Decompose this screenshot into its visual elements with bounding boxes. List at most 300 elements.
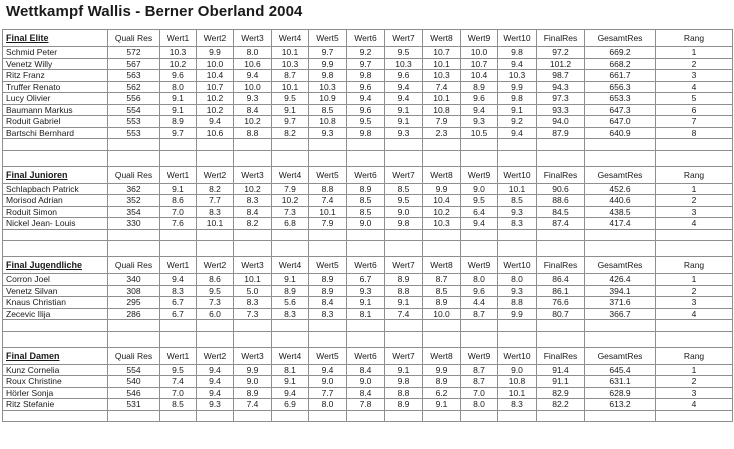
score-cell: 631.1: [585, 376, 656, 388]
score-cell: 7.4: [423, 81, 461, 93]
score-cell: 4: [656, 308, 733, 320]
empty-cell: [108, 229, 160, 241]
score-cell: 9.9: [234, 364, 272, 376]
score-cell: 6.7: [347, 274, 385, 286]
score-cell: 8.0: [461, 274, 498, 286]
score-cell: 10.7: [197, 81, 234, 93]
column-header: GesamtRes: [585, 257, 656, 274]
score-cell: 394.1: [585, 285, 656, 297]
score-cell: 8.3: [309, 308, 347, 320]
score-cell: 9.6: [385, 70, 423, 82]
column-header: Wert6: [347, 166, 385, 183]
empty-cell: [160, 320, 197, 332]
score-cell: 295: [108, 297, 160, 309]
score-cell: 371.6: [585, 297, 656, 309]
table-row: [3, 387, 733, 399]
column-header: Wert1: [160, 347, 197, 364]
empty-cell: [498, 150, 537, 166]
score-cell: 6.8: [272, 218, 309, 230]
score-cell: 8.5: [423, 285, 461, 297]
score-cell: 426.4: [585, 274, 656, 286]
empty-cell: [537, 150, 585, 166]
score-cell: 9.3: [498, 285, 537, 297]
table-row: [3, 285, 733, 297]
athlete-name: Baumann Markus: [3, 104, 108, 116]
table-row: [3, 274, 733, 286]
table-row: [3, 47, 733, 59]
score-cell: 3: [656, 387, 733, 399]
score-cell: 10.3: [272, 58, 309, 70]
score-cell: 9.7: [160, 127, 197, 139]
score-cell: 661.7: [585, 70, 656, 82]
score-cell: 7: [656, 116, 733, 128]
empty-cell: [537, 410, 585, 422]
score-cell: 647.0: [585, 116, 656, 128]
score-cell: 8.5: [347, 195, 385, 207]
column-header: FinalRes: [537, 347, 585, 364]
score-cell: 9.4: [498, 127, 537, 139]
section-spacer: [3, 241, 733, 257]
score-cell: 9.5: [461, 195, 498, 207]
column-header: Rang: [656, 347, 733, 364]
column-header: Wert2: [197, 257, 234, 274]
score-cell: 8.3: [272, 308, 309, 320]
score-cell: 10.1: [234, 274, 272, 286]
score-cell: 8.8: [385, 387, 423, 399]
score-cell: 8.5: [385, 183, 423, 195]
score-cell: 7.9: [423, 116, 461, 128]
score-cell: 10.2: [234, 183, 272, 195]
score-cell: 10.3: [385, 58, 423, 70]
score-cell: 531: [108, 399, 160, 411]
athlete-name: Bartschi Bernhard: [3, 127, 108, 139]
score-cell: 10.7: [423, 47, 461, 59]
athlete-name: Schlapbach Patrick: [3, 183, 108, 195]
score-cell: 452.6: [585, 183, 656, 195]
score-cell: 8.9: [385, 274, 423, 286]
score-cell: 8.0: [160, 81, 197, 93]
column-header: Wert3: [234, 166, 272, 183]
score-cell: 9.5: [197, 285, 234, 297]
empty-cell: [234, 320, 272, 332]
empty-cell: [537, 320, 585, 332]
table-row: [3, 116, 733, 128]
empty-cell: [272, 331, 309, 347]
table-row: [3, 297, 733, 309]
empty-cell: [272, 139, 309, 151]
score-cell: 5.6: [272, 297, 309, 309]
athlete-name: Corron Joel: [3, 274, 108, 286]
score-cell: 10.3: [423, 218, 461, 230]
column-header: Quali Res: [108, 30, 160, 47]
empty-cell: [197, 320, 234, 332]
score-cell: 10.1: [309, 206, 347, 218]
score-cell: 9.4: [197, 116, 234, 128]
blank-row: [3, 320, 733, 332]
score-cell: 9.0: [347, 218, 385, 230]
score-cell: 9.4: [160, 274, 197, 286]
score-cell: 10.0: [461, 47, 498, 59]
empty-cell: [385, 229, 423, 241]
empty-cell: [585, 331, 656, 347]
athlete-name: Roux Christine: [3, 376, 108, 388]
score-cell: 10.4: [197, 70, 234, 82]
athlete-name: Venetz Silvan: [3, 285, 108, 297]
score-cell: 10.4: [423, 195, 461, 207]
score-cell: 8.8: [385, 285, 423, 297]
score-cell: 91.4: [537, 364, 585, 376]
empty-cell: [461, 410, 498, 422]
score-cell: 9.1: [160, 183, 197, 195]
column-header: Wert4: [272, 257, 309, 274]
score-cell: 10.9: [309, 93, 347, 105]
score-cell: 2.3: [423, 127, 461, 139]
score-cell: 97.2: [537, 47, 585, 59]
score-cell: 94.0: [537, 116, 585, 128]
section-spacer: [3, 150, 733, 166]
score-cell: 8.5: [498, 195, 537, 207]
score-cell: 7.0: [160, 206, 197, 218]
score-cell: 9.3: [461, 116, 498, 128]
page-title: Wettkampf Wallis - Berner Oberland 2004: [6, 3, 303, 20]
empty-cell: [656, 229, 733, 241]
score-cell: 8.8: [498, 297, 537, 309]
column-header: Wert10: [498, 257, 537, 274]
score-cell: 94.3: [537, 81, 585, 93]
score-cell: 97.3: [537, 93, 585, 105]
score-cell: 9.8: [385, 218, 423, 230]
empty-cell: [423, 150, 461, 166]
score-cell: 9.2: [347, 47, 385, 59]
score-cell: 9.4: [385, 93, 423, 105]
score-cell: 8.8: [234, 127, 272, 139]
column-header: Wert5: [309, 166, 347, 183]
column-header: Wert8: [423, 30, 461, 47]
score-cell: 8.5: [160, 399, 197, 411]
column-header: GesamtRes: [585, 166, 656, 183]
score-cell: 9.0: [385, 206, 423, 218]
score-cell: 10.5: [461, 127, 498, 139]
athlete-name: Ritz Stefanie: [3, 399, 108, 411]
column-header: FinalRes: [537, 166, 585, 183]
empty-cell: [461, 331, 498, 347]
score-cell: 9.5: [272, 93, 309, 105]
section-header-row: [3, 257, 733, 274]
column-header: Wert5: [309, 257, 347, 274]
score-cell: 9.5: [385, 47, 423, 59]
athlete-name: Venetz Willy: [3, 58, 108, 70]
empty-cell: [461, 320, 498, 332]
score-cell: 9.1: [272, 376, 309, 388]
score-cell: 9.3: [234, 93, 272, 105]
category-label: Final Elite: [3, 30, 108, 47]
score-cell: 10.1: [423, 58, 461, 70]
score-cell: 9.9: [498, 81, 537, 93]
empty-cell: [234, 331, 272, 347]
score-cell: 10.2: [160, 58, 197, 70]
score-cell: 8.2: [272, 127, 309, 139]
empty-cell: [537, 139, 585, 151]
empty-cell: [160, 150, 197, 166]
score-cell: 84.5: [537, 206, 585, 218]
score-cell: 10.1: [423, 93, 461, 105]
empty-cell: [423, 410, 461, 422]
score-cell: 8.5: [347, 206, 385, 218]
athlete-name: Kunz Cornelia: [3, 364, 108, 376]
empty-cell: [3, 229, 108, 241]
empty-cell: [309, 331, 347, 347]
score-cell: 10.2: [234, 116, 272, 128]
score-cell: 6.9: [272, 399, 309, 411]
empty-cell: [3, 320, 108, 332]
score-cell: 98.7: [537, 70, 585, 82]
column-header: Wert5: [309, 347, 347, 364]
empty-cell: [498, 320, 537, 332]
empty-cell: [309, 150, 347, 166]
column-header: Wert6: [347, 30, 385, 47]
column-header: Wert9: [461, 347, 498, 364]
score-cell: 9.1: [347, 297, 385, 309]
score-cell: 6: [656, 104, 733, 116]
score-cell: 9.8: [498, 93, 537, 105]
column-header: Wert7: [385, 257, 423, 274]
empty-cell: [385, 150, 423, 166]
score-cell: 330: [108, 218, 160, 230]
score-cell: 9.9: [498, 308, 537, 320]
column-header: Quali Res: [108, 166, 160, 183]
score-cell: 82.2: [537, 399, 585, 411]
score-cell: 1: [656, 183, 733, 195]
score-cell: 553: [108, 116, 160, 128]
column-header: FinalRes: [537, 30, 585, 47]
athlete-name: Hörler Sonja: [3, 387, 108, 399]
score-cell: 9.8: [347, 70, 385, 82]
score-cell: 9.9: [423, 364, 461, 376]
score-cell: 9.1: [272, 274, 309, 286]
empty-cell: [272, 150, 309, 166]
table-row: [3, 364, 733, 376]
score-cell: 80.7: [537, 308, 585, 320]
empty-cell: [585, 229, 656, 241]
score-cell: 4.4: [461, 297, 498, 309]
score-cell: 8: [656, 127, 733, 139]
athlete-name: Truffer Renato: [3, 81, 108, 93]
score-cell: 668.2: [585, 58, 656, 70]
score-cell: 546: [108, 387, 160, 399]
score-cell: 8.9: [423, 376, 461, 388]
score-cell: 82.9: [537, 387, 585, 399]
score-cell: 366.7: [585, 308, 656, 320]
score-cell: 8.7: [461, 308, 498, 320]
score-cell: 9.3: [347, 285, 385, 297]
score-cell: 7.9: [272, 183, 309, 195]
score-cell: 9.6: [461, 285, 498, 297]
score-cell: 8.7: [461, 364, 498, 376]
score-cell: 8.9: [272, 285, 309, 297]
score-cell: 7.3: [234, 308, 272, 320]
column-header: Wert9: [461, 166, 498, 183]
score-cell: 7.9: [309, 218, 347, 230]
score-cell: 8.0: [309, 399, 347, 411]
score-cell: 93.3: [537, 104, 585, 116]
score-cell: 8.3: [498, 218, 537, 230]
table-row: [3, 376, 733, 388]
score-cell: 340: [108, 274, 160, 286]
empty-cell: [423, 229, 461, 241]
score-cell: 8.2: [234, 218, 272, 230]
empty-cell: [309, 139, 347, 151]
score-cell: 8.4: [234, 104, 272, 116]
score-cell: 7.0: [160, 387, 197, 399]
empty-cell: [272, 241, 309, 257]
blank-row: [3, 229, 733, 241]
score-cell: 88.6: [537, 195, 585, 207]
empty-cell: [423, 331, 461, 347]
score-cell: 90.6: [537, 183, 585, 195]
score-cell: 9.8: [347, 127, 385, 139]
empty-cell: [234, 410, 272, 422]
score-cell: 8.0: [498, 274, 537, 286]
score-cell: 9.0: [309, 376, 347, 388]
score-cell: 9.3: [385, 127, 423, 139]
score-cell: 10.3: [309, 81, 347, 93]
table-row: [3, 104, 733, 116]
score-cell: 9.4: [385, 81, 423, 93]
empty-cell: [309, 410, 347, 422]
score-cell: 9.6: [347, 104, 385, 116]
empty-cell: [160, 331, 197, 347]
empty-cell: [3, 241, 108, 257]
table-row: [3, 81, 733, 93]
score-cell: 10.3: [160, 47, 197, 59]
empty-cell: [347, 331, 385, 347]
section-spacer: [3, 331, 733, 347]
score-cell: 8.5: [309, 104, 347, 116]
column-header: Wert6: [347, 257, 385, 274]
score-cell: 9.0: [234, 376, 272, 388]
score-cell: 10.1: [272, 47, 309, 59]
score-cell: 8.1: [272, 364, 309, 376]
empty-cell: [423, 139, 461, 151]
score-cell: 9.5: [385, 195, 423, 207]
score-cell: 10.1: [498, 183, 537, 195]
results-body: [3, 30, 733, 422]
column-header: Wert3: [234, 347, 272, 364]
score-cell: 438.5: [585, 206, 656, 218]
empty-cell: [160, 241, 197, 257]
score-cell: 8.9: [309, 274, 347, 286]
score-cell: 9.8: [385, 376, 423, 388]
column-header: Wert8: [423, 257, 461, 274]
empty-cell: [272, 229, 309, 241]
empty-cell: [347, 139, 385, 151]
score-cell: 4: [656, 81, 733, 93]
score-cell: 7.4: [234, 399, 272, 411]
score-cell: 5: [656, 93, 733, 105]
empty-cell: [234, 139, 272, 151]
empty-cell: [656, 139, 733, 151]
column-header: Wert8: [423, 347, 461, 364]
score-cell: 572: [108, 47, 160, 59]
empty-cell: [498, 229, 537, 241]
empty-cell: [656, 241, 733, 257]
score-cell: 8.1: [347, 308, 385, 320]
score-cell: 2: [656, 195, 733, 207]
score-cell: 8.4: [234, 206, 272, 218]
score-cell: 6.4: [461, 206, 498, 218]
score-cell: 1: [656, 47, 733, 59]
column-header: Wert4: [272, 347, 309, 364]
score-cell: 553: [108, 127, 160, 139]
column-header: Wert9: [461, 30, 498, 47]
empty-cell: [197, 331, 234, 347]
empty-cell: [347, 410, 385, 422]
empty-cell: [585, 150, 656, 166]
score-cell: 7.8: [347, 399, 385, 411]
score-cell: 567: [108, 58, 160, 70]
table-row: [3, 195, 733, 207]
empty-cell: [498, 331, 537, 347]
score-cell: 9.1: [385, 116, 423, 128]
score-cell: 669.2: [585, 47, 656, 59]
score-cell: 9.4: [234, 70, 272, 82]
section-header-row: [3, 166, 733, 183]
score-cell: 10.3: [498, 70, 537, 82]
table-row: [3, 70, 733, 82]
score-cell: 6.7: [160, 297, 197, 309]
score-cell: 7.6: [160, 218, 197, 230]
score-cell: 86.1: [537, 285, 585, 297]
blank-row: [3, 410, 733, 422]
column-header: Wert7: [385, 30, 423, 47]
empty-cell: [537, 229, 585, 241]
score-cell: 86.4: [537, 274, 585, 286]
empty-cell: [3, 331, 108, 347]
score-cell: 7.4: [385, 308, 423, 320]
column-header: Wert6: [347, 347, 385, 364]
score-cell: 9.1: [385, 104, 423, 116]
score-cell: 308: [108, 285, 160, 297]
score-cell: 9.7: [272, 116, 309, 128]
score-cell: 10.6: [197, 127, 234, 139]
empty-cell: [423, 241, 461, 257]
table-row: [3, 58, 733, 70]
score-cell: 8.9: [309, 285, 347, 297]
score-cell: 354: [108, 206, 160, 218]
score-cell: 10.8: [498, 376, 537, 388]
score-cell: 9.3: [197, 399, 234, 411]
athlete-name: Nickel Jean- Louis: [3, 218, 108, 230]
score-cell: 647.3: [585, 104, 656, 116]
score-cell: 556: [108, 93, 160, 105]
score-cell: 540: [108, 376, 160, 388]
score-cell: 9.3: [309, 127, 347, 139]
score-cell: 352: [108, 195, 160, 207]
score-cell: 8.0: [234, 47, 272, 59]
score-cell: 362: [108, 183, 160, 195]
score-cell: 7.4: [309, 195, 347, 207]
empty-cell: [656, 410, 733, 422]
empty-cell: [347, 229, 385, 241]
score-cell: 10.3: [423, 70, 461, 82]
empty-cell: [3, 410, 108, 422]
score-cell: 10.2: [423, 206, 461, 218]
empty-cell: [309, 320, 347, 332]
column-header: GesamtRes: [585, 347, 656, 364]
score-cell: 8.9: [385, 399, 423, 411]
empty-cell: [537, 241, 585, 257]
score-cell: 10.7: [461, 58, 498, 70]
